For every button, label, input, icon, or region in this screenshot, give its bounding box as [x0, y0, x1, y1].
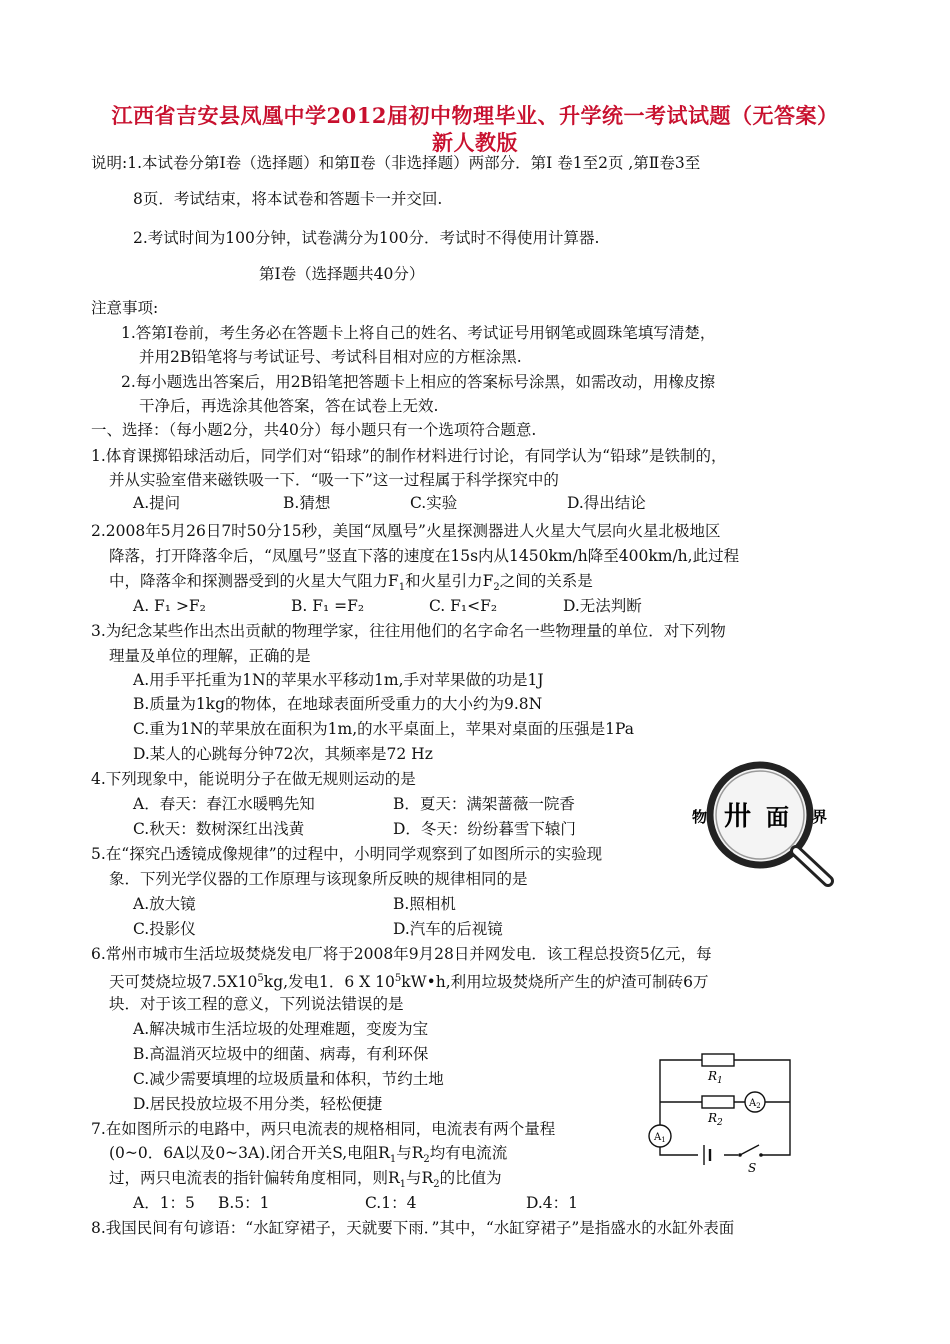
- note-2b: 干净后，再选涂其他答案，答在试卷上无效.: [139, 397, 439, 415]
- q2-option-d: D.无法判断: [563, 597, 642, 615]
- note-2a: 2.每小题选出答案后，用2B铅笔把答题卡上相应的答案标号涂黑，如需改动，用橡皮擦: [121, 373, 716, 391]
- exam-title: 江西省吉安县凤凰中学2012届初中物理毕业、升学统一考试试题（无答案）: [111, 103, 839, 128]
- q7-line-3: [109, 1168, 502, 1195]
- q3-option-a: A.用手平托重为1N的苹果水平移动1m,手对苹果做的功是1J: [133, 671, 544, 689]
- q7-line-3-text-a: 过，两只电流表的指针偏转角度相同，则R: [109, 1169, 400, 1187]
- q7-l3-sub-2: 2: [433, 1179, 440, 1191]
- q5-option-c: C.投影仪: [133, 920, 196, 938]
- q6-sup-2: 5: [394, 973, 402, 984]
- q5-line-1: 5.在“探究凸透镜成像规律”的过程中，小明同学观察到了如图所示的实验现: [91, 845, 603, 863]
- label-a2-sub: 2: [756, 1102, 761, 1110]
- q1-line-2: 并从实验室借来磁铁吸一下．“吸一下”这一过程属于科学探究中的: [109, 471, 559, 489]
- q2-line-2: 降落，打开降落伞后，“凤凰号”竖直下落的速度在15s内从1450km/h降至400km/h,此过程: [109, 547, 740, 565]
- label-r1-sub: 1: [717, 1076, 723, 1086]
- intro-line-1: 说明:1.本试卷分第Ⅰ卷（选择题）和第Ⅱ卷（非选择题）两部分．第Ⅰ 卷1至2页 ,第Ⅱ卷3至: [91, 154, 701, 172]
- q7-line-2-text-b: 与R: [396, 1144, 424, 1162]
- q7-line-3-text-b: 与R: [406, 1169, 434, 1187]
- resistor-r2: [702, 1096, 734, 1108]
- q4-line-1: 4.下列现象中，能说明分子在做无规则运动的是: [91, 770, 416, 788]
- q5-option-a: A.放大镜: [133, 895, 196, 913]
- q6-option-b: B.高温消灭垃圾中的细菌、病毒，有利环保: [133, 1045, 429, 1063]
- q7-line-2: [109, 1143, 507, 1170]
- q7-option-d: D.4：1: [526, 1194, 579, 1212]
- q7-line-2-text-a: (0~0．6A以及0~3A).闭合开关S,电阻R: [109, 1144, 390, 1162]
- q7-line-3-text-c: 的比值为: [439, 1169, 502, 1187]
- q3-line-1: 3.为纪念某些作出杰出贡献的物理学家，往往用他们的名字命名一些物理量的单位．对下列物: [91, 622, 726, 640]
- q4-option-c: C.秋天：数树深红出浅黄: [133, 820, 305, 838]
- q2-line-3-text-b: 和火星引力F: [405, 572, 494, 590]
- q3-option-c: C.重为1N的苹果放在面积为1m,的水平桌面上，苹果对桌面的压强是1Pa: [133, 720, 634, 738]
- q7-line-1: 7.在如图所示的电路中，两只电流表的规格相同，电流表有两个量程: [91, 1120, 556, 1138]
- label-r2-sub: 2: [717, 1118, 723, 1128]
- note-1b: 并用2B铅笔将与考试证号、考试科目相对应的方框涂黑.: [139, 348, 522, 366]
- magnifier-char-mid-1: 卅: [724, 801, 751, 832]
- q3-line-2: 理量及单位的理解，正确的是: [109, 647, 311, 665]
- q7-option-c: C.1：4: [365, 1194, 417, 1212]
- q2-option-b: B. F₁ =F₂: [291, 597, 365, 615]
- q1-line-1: 1.体育课掷铅球活动后，同学们对“铅球”的制作材料进行讨论，有同学认为“铅球”是铁制的，: [91, 447, 727, 465]
- q4-option-a: A．春天：春江水暖鸭先知: [133, 795, 315, 813]
- q5-line-2: 象．下列光学仪器的工作原理与该现象所反映的规律相同的是: [109, 870, 528, 888]
- q6-line-2-text-a: 天可焚烧垃圾7.5X10: [109, 973, 258, 992]
- label-r1-letter: R: [708, 1069, 718, 1083]
- resistor-r1: [702, 1054, 734, 1066]
- label-a1-letter: A: [654, 1132, 662, 1143]
- magnifier-char-left: 物: [692, 808, 708, 826]
- q2-line-3: [109, 571, 593, 598]
- label-a2-letter: A: [749, 1098, 757, 1109]
- q6-line-2-text-b: kg,发电1．6 X 10: [263, 973, 395, 992]
- section-heading: 第Ⅰ卷（选择题共40分）: [259, 265, 425, 283]
- q2-line-3-text-a: 中，降落伞和探测器受到的火星大气阻力F: [109, 572, 399, 590]
- switch-contact-right: [759, 1153, 763, 1157]
- magnifier-char-mid-2: 面: [766, 805, 789, 831]
- q6-line-1: 6.常州市城市生活垃圾焚烧发电厂将于2008年9月28日并网发电．该工程总投资5亿元，每: [91, 945, 712, 963]
- q4-option-d: D．冬天：纷纷暮雪下辕门: [393, 820, 576, 838]
- q7-line-2-text-c: 均有电流流: [429, 1144, 508, 1162]
- q8-line-1: 8.我国民间有句谚语：“水缸穿裙子，天就要下雨．”其中，“水缸穿裙子”是指盛水的水缸外表面: [91, 1219, 735, 1237]
- q7-option-b: B.5：1: [218, 1194, 270, 1212]
- q6-sup-1: 5: [257, 973, 264, 984]
- q7-l2-sub-1: 1: [389, 1154, 397, 1166]
- q6-line-2-text-c: kW•h,利用垃圾焚烧所产生的炉渣可制砖6万: [401, 973, 709, 992]
- q2-option-c: C. F₁<F₂: [429, 597, 498, 615]
- magnifier-figure: [690, 755, 840, 890]
- part-heading: 一、选择：（每小题2分，共40分）每小题只有一个选项符合题意.: [91, 421, 537, 439]
- note-1a: 1.答第Ⅰ卷前，考生务必在答题卡上将自己的姓名、考试证号用钢笔或圆珠笔填写清楚，: [121, 324, 716, 342]
- q7-option-a: A．1：5: [133, 1194, 195, 1212]
- q6-line-3: 块．对于该工程的意义，下列说法错误的是: [109, 995, 404, 1013]
- magnifier-handle-inner: [796, 851, 828, 881]
- q1-option-a: A.提问: [133, 494, 181, 512]
- circuit-figure: [640, 1040, 810, 1175]
- notes-heading: 注意事项:: [91, 299, 159, 317]
- intro-line-2: 8页．考试结束，将本试卷和答题卡一并交回.: [133, 190, 443, 208]
- q3-option-b: B.质量为1kg的物体，在地球表面所受重力的大小约为9.8N: [133, 695, 543, 713]
- q1-option-c: C.实验: [410, 494, 458, 512]
- q6-line-2: [109, 969, 709, 992]
- magnifier-char-right: 界: [812, 808, 828, 826]
- q2-line-1: 2.2008年5月26日7时50分15秒，美国“凤凰号”火星探测器进人火星大气层向火星北极地区: [91, 522, 721, 540]
- q2-sub-1: 1: [398, 582, 406, 594]
- q5-option-b: B.照相机: [393, 895, 456, 913]
- label-r2-letter: R: [708, 1111, 718, 1125]
- q6-option-c: C.减少需要填埋的垃圾质量和体积，节约土地: [133, 1070, 444, 1088]
- q2-line-3-text-c: 之间的关系是: [499, 572, 593, 590]
- label-r2: [707, 1111, 723, 1128]
- q6-option-d: D.居民投放垃圾不用分类，轻松便捷: [133, 1095, 383, 1113]
- q2-sub-2: 2: [493, 582, 500, 594]
- q7-l3-sub-1: 1: [399, 1179, 407, 1191]
- q3-option-d: D.某人的心跳每分钟72次，其频率是72 Hz: [133, 745, 433, 763]
- q1-option-d: D.得出结论: [567, 494, 646, 512]
- label-a1-sub: 1: [661, 1136, 666, 1144]
- q1-option-b: B.猜想: [283, 494, 331, 512]
- q2-option-a: A. F₁ >F₂: [133, 597, 206, 615]
- q6-option-a: A.解决城市生活垃圾的处理难题，变废为宝: [133, 1020, 429, 1038]
- q4-option-b: B．夏天：满架蔷薇一院香: [393, 795, 575, 813]
- label-r1: [707, 1069, 723, 1086]
- q7-l2-sub-2: 2: [423, 1154, 430, 1166]
- exam-subtitle: 新人教版: [432, 130, 518, 155]
- q5-option-d: D.汽车的后视镜: [393, 920, 503, 938]
- intro-line-3: 2.考试时间为100分钟，试卷满分为100分．考试时不得使用计算器.: [133, 229, 600, 247]
- label-switch-s: S: [748, 1161, 757, 1175]
